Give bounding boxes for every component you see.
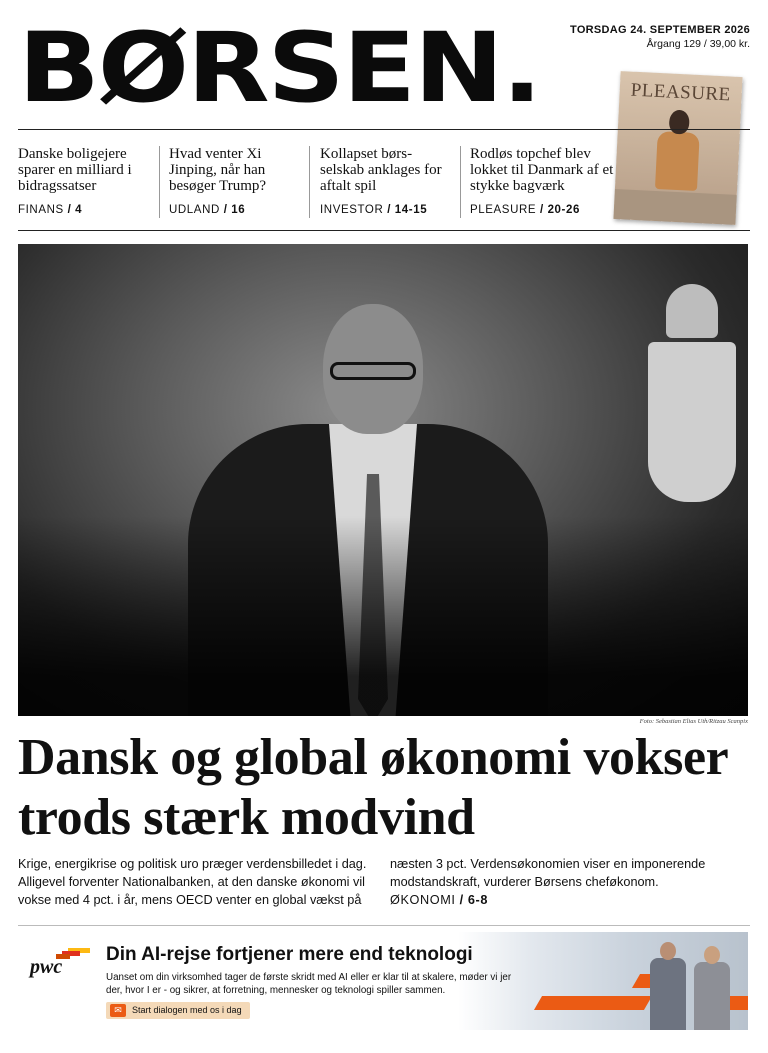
main-headline[interactable]: Dansk og global økonomi vokser trods stærk modvind [18, 729, 728, 846]
column-divider [159, 146, 160, 218]
teaser-section: UDLAND / 16 [169, 204, 246, 216]
coat-of-arms [640, 284, 740, 514]
teaser-rule [18, 230, 750, 231]
ad-person [650, 942, 686, 1030]
magazine-cover-person [652, 109, 702, 201]
chat-icon: ✉ [110, 1004, 126, 1017]
teaser-title: Kollapset børsselskab anklages for aftalt spil [320, 146, 442, 194]
ad-body: Uanset om din virksomhed tager de første skridt med AI eller er klar til at skalere, møder vi jer der, hvor I er - og sikrer, at forretning, mennesker og teknologi spiller sammen. [106, 972, 512, 996]
teaser-strip [18, 146, 618, 218]
pwc-logo: pwc [30, 948, 90, 978]
advertisement[interactable] [18, 932, 748, 1030]
teaser-item[interactable] [320, 146, 450, 218]
issue-info: Årgang 129 / 39,00 kr. [646, 38, 750, 50]
story-section: ØKONOMI / 6-8 [390, 893, 489, 907]
ad-title: Din AI-rejse fortjener mere end teknologi [106, 944, 473, 965]
teaser-section: PLEASURE / 20-26 [470, 204, 580, 216]
magazine-cover[interactable] [613, 71, 742, 225]
ad-person [694, 946, 728, 1030]
dateline [570, 24, 750, 50]
masthead-logo: BØRSEN. [18, 12, 541, 124]
photo-credit: Foto: Sebastian Elias Uth/Ritzau Scanpix [639, 718, 748, 725]
issue-date: TORSDAG 24. SEPTEMBER 2026 [570, 24, 750, 36]
magazine-title: PLEASURE [630, 79, 732, 106]
column-divider [460, 146, 461, 218]
cta-label: Start dialogen med os i dag [132, 1005, 242, 1015]
teaser-section: INVESTOR / 14-15 [320, 204, 428, 216]
teaser-item[interactable] [470, 146, 620, 218]
cta-button[interactable] [106, 1002, 250, 1019]
lead-column-1: Krige, energikrise og politisk uro præger verdensbilledet i dag. Alligevel forventer Nationalbanken, at den danske økonomi vil vokse med 4 pct. i år, mens OECD venter en global vækst på [18, 857, 367, 907]
teaser-title: Hvad venter Xi Jinping, når han besøger Trump? [169, 146, 267, 194]
teaser-section: FINANS / 4 [18, 204, 83, 216]
lead-column-2 [390, 855, 748, 909]
teaser-item[interactable] [18, 146, 158, 218]
column-divider [309, 146, 310, 218]
ad-accent-stripe [534, 996, 652, 1010]
top-rule [18, 129, 750, 130]
lead-column-2-text: næsten 3 pct. Verdensøkonomien viser en imponerende modstandskraft, vurderer Børsens cheføkonom. [390, 857, 706, 889]
lead-photo [18, 244, 748, 716]
ad-rule [18, 925, 750, 926]
teaser-title: Danske boligejere sparer en milliard i bidragssatser [18, 146, 132, 194]
masthead [18, 12, 618, 124]
teaser-title: Rodløs topchef blev lokket til Danmark af et stykke bagværk [470, 146, 614, 194]
teaser-item[interactable] [169, 146, 299, 218]
